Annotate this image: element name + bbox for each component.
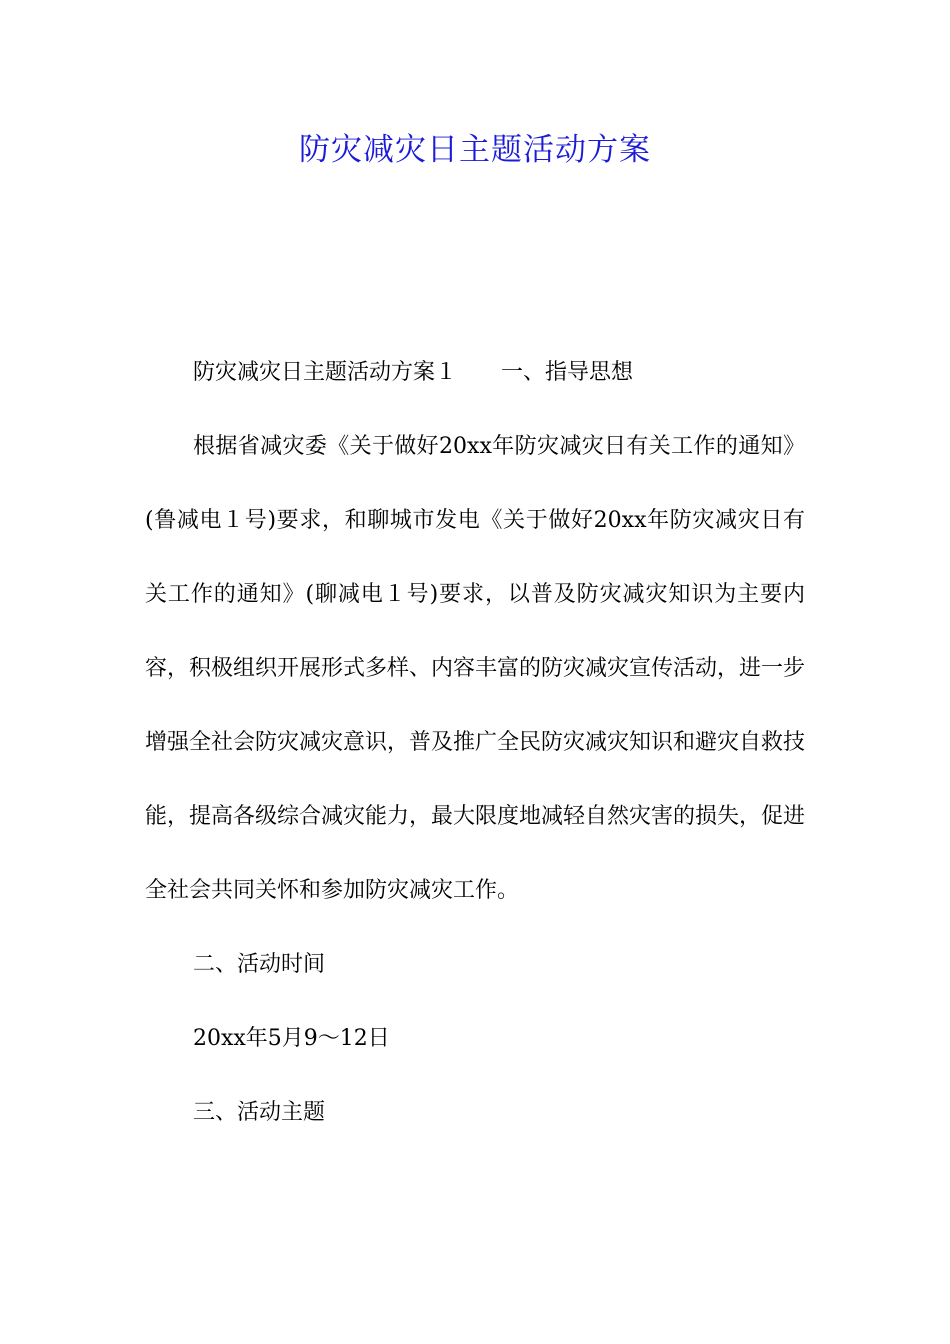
paragraph-guiding-ideology: 根据省减灾委《关于做好20xx年防灾减灾日有关工作的通知》(鲁减电１号)要求，和聊城市发电《关于做好20xx年防灾减灾日有关工作的通知》(聊减电１号)要求，以普及防灾减灾知识为主要内容，积极组织开展形式多样、内容丰富的防灾减灾宣传活动，进一步增强全社会防灾减灾意识，普及推广全民防灾减灾知识和避灾自救技能，提高各级综合减灾能力，最大限度地减轻自然灾害的损失，促进全社会共同关怀和参加防灾减灾工作。 [145,434,806,903]
paragraph-section-heading-3: 三、活动主题 [193,1100,326,1125]
paragraph-activity-dates: 20xx年5月9～12日 [193,1026,390,1051]
document-body [145,336,805,1150]
paragraph-section-heading-1: 防灾减灾日主题活动方案１ 一、指导思想 [193,360,634,385]
paragraph-section-heading-2: 二、活动时间 [193,952,326,977]
document-title: 防灾减灾日主题活动方案 [299,132,651,168]
